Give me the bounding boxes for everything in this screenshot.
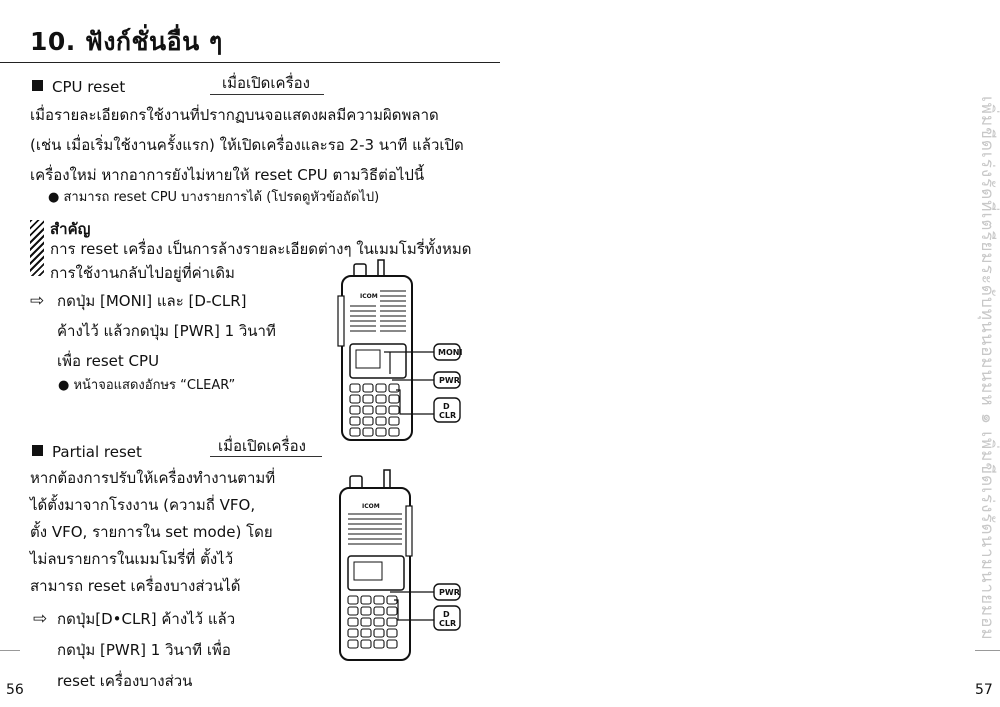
cpu-reset-body [30,102,470,188]
radio-brand-label: ICOM [360,293,378,300]
procedure-line: เพื่อ reset CPU [57,352,160,370]
cpu-reset-heading [32,78,125,96]
procedure-line: ค้างไว้ แล้วกดปุ่ม [PWR] 1 วินาที [57,322,276,340]
procedure-line: กดปุ่ม[D•CLR] ค้างไว้ แล้ว [57,610,236,628]
procedure-line: กดปุ่ม [MONI] และ [D-CLR] [57,292,247,310]
partial-reset-body [30,465,280,600]
moni-button-label: MONI [438,348,463,357]
cpu-reset-note: ● สามารถ reset CPU บางรายการได้ (โปรดดูหัวข้อถัดไป) [48,190,380,205]
page-title: 10. ฟังก์ชั่นอื่น ๆ [30,27,223,56]
partial-procedure [57,604,235,697]
important-hatch-icon [30,220,44,276]
body-line: หากต้องการปรับให้เครื่องทำงานตามที่ [30,469,276,487]
pwr-button-label: PWR [439,588,460,597]
square-bullet-icon [32,80,43,91]
body-line: ตั้ง VFO, รายการใน set mode) โดย [30,523,273,541]
d-button-label: D [443,402,450,411]
pwr-button-label: PWR [439,376,460,385]
side-chapter-text: เพิ่มขีดเร่งรัดที่เตรียมระดับทุนนอมนมห ๑ เพิ่มขีดเร่งรัดนามนายมอม [977,96,997,641]
bottom-rule-right [975,650,1000,651]
clr-button-label: CLR [439,619,457,628]
bottom-rule-left [0,650,20,651]
body-line: สามารถ reset เครื่องบางส่วนได้ [30,577,241,595]
clr-button-label: CLR [439,411,457,420]
title-rule [0,62,500,63]
arrow-right-icon: ⇨ [30,291,45,311]
cpu-reset-tag: เมื่อเปิดเครื่อง [222,74,310,92]
body-line: เครื่องใหม่ หากอาการยังไม่หายให้ reset CPU ตามวิธีต่อไปนี้ [30,166,425,184]
radio-brand-label: ICOM [362,503,380,510]
page-number-left: 56 [6,682,24,698]
body-line: ได้ตั้งมาจากโรงงาน (ความถี่ VFO, [30,496,256,514]
partial-reset-heading [32,443,142,461]
body-line: เมื่อรายละเอียดกรใช้งานที่ปรากฏบนจอแสดงผลมีความผิดพลาด [30,106,439,124]
procedure-line: reset เครื่องบางส่วน [57,672,193,690]
important-heading: สำคัญ [50,220,91,238]
cpu-reset-tag-rule [210,94,324,95]
square-bullet-icon [32,445,43,456]
partial-reset-heading-text: Partial reset [52,443,142,461]
partial-reset-tag-rule [210,456,322,457]
important-line: การใช้งานกลับไปอยู่ที่ค่าเดิม [50,264,235,282]
important-line: การ reset เครื่อง เป็นการล้างรายละเอียดต่างๆ ในเมมโมรี่ทั้งหมด [50,240,472,258]
d-button-label: D [443,610,450,619]
cpu-reset-heading-text: CPU reset [52,78,126,96]
radio-illustration-moni-pwr-dclr [330,256,470,446]
body-line: (เช่น เมื่อเริ่มใช้งานครั้งแรก) ให้เปิดเครื่องและรอ 2-3 นาที แล้วเปิด [30,136,464,154]
arrow-right-icon: ⇨ [33,609,48,629]
partial-reset-tag: เมื่อเปิดเครื่อง [218,437,306,455]
radio-illustration-pwr-dclr [328,466,468,666]
page-number-right: 57 [975,682,993,698]
cpu-procedure-note: ● หน้าจอแสดงอักษร “CLEAR” [58,378,236,393]
cpu-procedure [57,286,276,376]
body-line: ไม่ลบรายการในเมมโมรี่ที่ ตั้งไว้ [30,550,234,568]
procedure-line: กดปุ่ม [PWR] 1 วินาที เพื่อ [57,641,231,659]
